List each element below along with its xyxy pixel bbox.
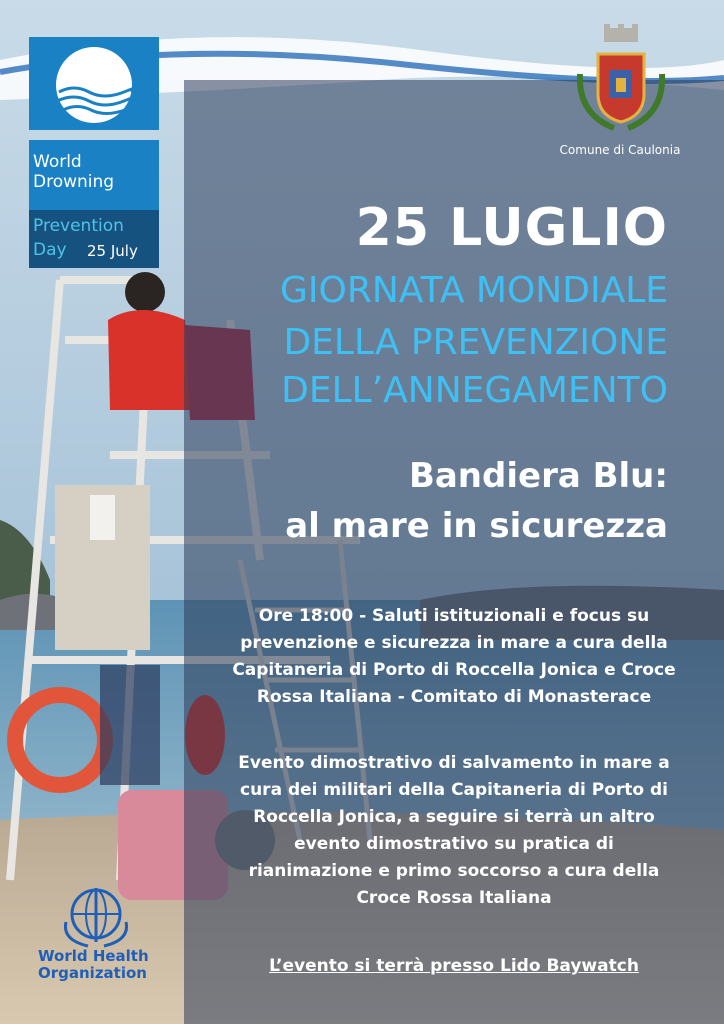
- program-paragraph-2: [190, 750, 718, 912]
- blue-flag-logo: [29, 37, 159, 130]
- program-p2-line: Croce Rossa Italiana: [356, 888, 552, 908]
- headline-line-1: GIORNATA MONDIALE: [280, 270, 668, 311]
- who-logo-text: [38, 948, 168, 982]
- program-p2-line: Roccella Jonica, a seguire si terrà un altro: [253, 807, 655, 827]
- wdpd-line-1: World: [33, 152, 82, 172]
- program-p2-line: rianimazione e primo soccorso a cura della: [248, 861, 660, 881]
- program-p1-line: Ore 18:00 - Saluti istituzionali e focus su: [258, 606, 650, 626]
- comune-crest-icon: [574, 24, 668, 136]
- headline-line-3: DELL’ANNEGAMENTO: [281, 370, 668, 411]
- venue-line: L’evento si terrà presso Lido Baywatch: [269, 956, 639, 976]
- program-p2-line: cura dei militari della Capitaneria di Porto di: [240, 780, 668, 800]
- wdpd-line-2: Drowning: [33, 172, 115, 192]
- who-line-1: World Health: [38, 947, 149, 965]
- world-drowning-prevention-day-logo: [29, 140, 159, 268]
- wdpd-line-3: Prevention: [33, 216, 124, 236]
- headline-line-2: DELLA PREVENZIONE: [283, 322, 668, 363]
- program-p2-line: Evento dimostrativo di salvamento in mare a: [238, 753, 670, 773]
- who-line-2: Organization: [38, 964, 147, 982]
- program-p2-line: evento dimostrativo su pratica di: [294, 834, 614, 854]
- wdpd-date: 25 July: [87, 242, 138, 260]
- subtitle-line-1: Bandiera Blu:: [408, 456, 668, 496]
- wdpd-line-4: Day: [33, 240, 67, 260]
- program-p1-line: Rossa Italiana - Comitato di Monasterace: [256, 687, 652, 707]
- event-date-heading: 25 LUGLIO: [355, 198, 668, 258]
- comune-label: Comune di Caulonia: [559, 143, 681, 157]
- program-p1-line: prevenzione e sicurezza in mare a cura della: [240, 633, 668, 653]
- subtitle-line-2: al mare in sicurezza: [285, 506, 668, 546]
- who-emblem-icon: [58, 882, 134, 950]
- program-paragraph-1: [190, 603, 718, 711]
- program-p1-line: Capitaneria di Porto di Roccella Jonica e Croce: [232, 660, 676, 680]
